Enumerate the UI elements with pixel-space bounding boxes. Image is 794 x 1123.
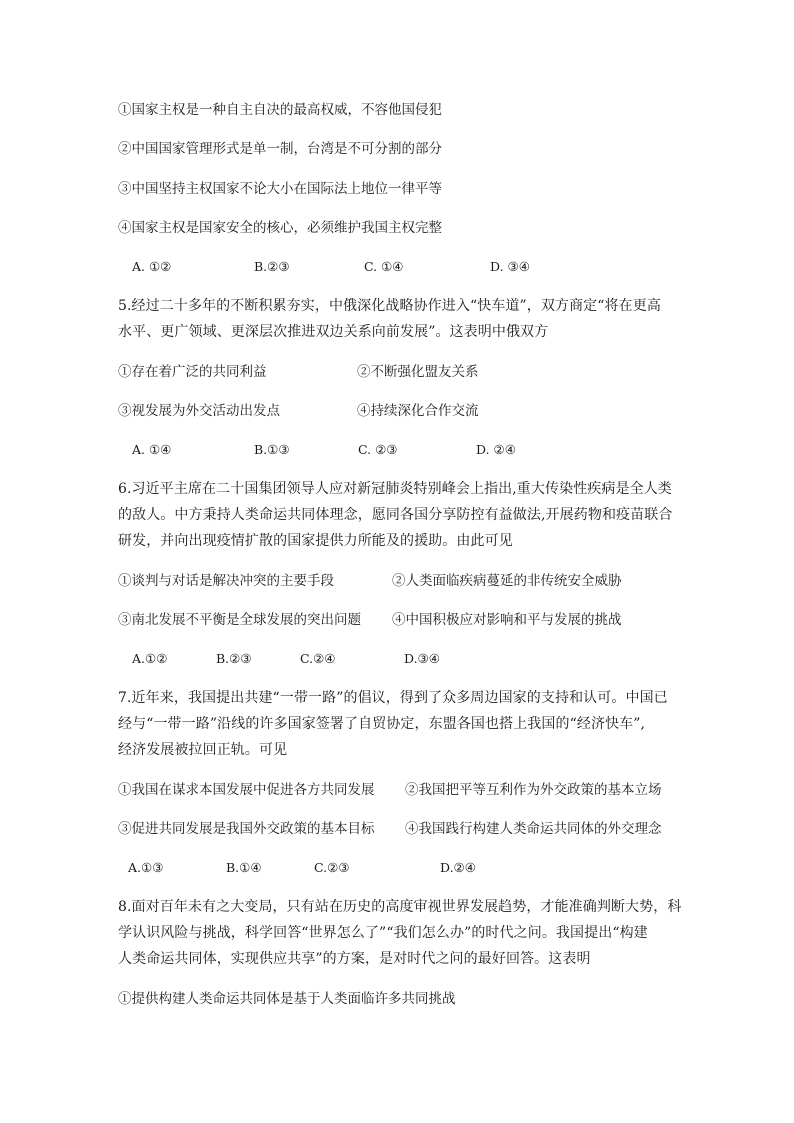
q8-stem-line-2: 学认识风险与挑战，科学回答“世界怎么了”“我们怎么办”的时代之问。我国提出“构建 <box>118 925 648 941</box>
q4-answer-a: A. ①② <box>132 259 172 274</box>
q7-answer-d: D.②④ <box>440 860 476 875</box>
q6-stem-line-1: 6.习近平主席在二十国集团领导人应对新冠肺炎特别峰会上指出,重大传染性疾病是全人类 <box>118 481 672 497</box>
q8-stem-line-3: 人类命运共同体，实现供应共享”的方案，是对时代之问的最好回答。这表明 <box>118 951 591 967</box>
q5-stem-line-2: 水平、更广领域、更深层次推进双边关系向前发展”。这表明中俄双方 <box>118 324 549 340</box>
q7-stem-line-1: 7.近年来，我国提出共建“一带一路”的倡议，得到了众多周边国家的支持和认可。中国已 <box>118 690 668 706</box>
q4-answer-c: C. ①④ <box>364 259 404 274</box>
q7-option-3: ③促进共同发展是我国外交政策的基本目标 <box>118 821 375 837</box>
q6-answer-b: B.②③ <box>216 651 252 666</box>
q5-stem-line-1: 5.经过二十多年的不断积累夯实，中俄深化战略协作进入“快车道”，双方商定“将在更高 <box>118 298 661 314</box>
q6-option-3: ③南北发展不平衡是全球发展的突出问题 <box>118 612 361 628</box>
q6-answer-d: D.③④ <box>404 651 440 666</box>
q8-option-1: ①提供构建人类命运共同体是基于人类面临许多共同挑战 <box>118 991 456 1007</box>
q6-answer-a: A.①② <box>132 651 168 666</box>
q4-answer-d: D. ③④ <box>490 259 530 274</box>
q7-option-4: ④我国践行构建人类命运共同体的外交理念 <box>405 821 662 837</box>
q7-stem-line-2: 经与“一带一路”沿线的许多国家签署了自贸协定，东盟各国也搭上我国的“经济快车”, <box>118 716 646 732</box>
q5-option-4: ④持续深化合作交流 <box>357 403 479 419</box>
q5-answer-b: B.①③ <box>254 442 290 457</box>
q5-option-3: ③视发展为外交活动出发点 <box>118 403 280 419</box>
q4-option-2: ②中国国家管理形式是单一制，台湾是不可分割的部分 <box>118 141 442 157</box>
q6-answer-c: C.②④ <box>300 651 336 666</box>
q7-option-1: ①我国在谋求本国发展中促进各方共同发展 <box>118 782 375 798</box>
q5-option-2: ②不断强化盟友关系 <box>357 364 479 380</box>
q6-stem-line-2: 的敌人。中方秉持人类命运共同体理念，愿同各国分享防控有益做法,开展药物和疫苗联合 <box>118 507 673 523</box>
q7-option-2: ②我国把平等互利作为外交政策的基本立场 <box>405 782 662 798</box>
q4-option-1: ①国家主权是一种自主自决的最高权威，不容他国侵犯 <box>118 102 442 118</box>
q4-answer-b: B.②③ <box>254 259 290 274</box>
q6-option-4: ④中国积极应对影响和平与发展的挑战 <box>392 612 622 628</box>
q8-stem-line-1: 8.面对百年未有之大变局，只有站在历史的高度审视世界发展趋势，才能准确判断大势，科 <box>118 899 682 915</box>
q6-option-1: ①谈判与对话是解决冲突的主要手段 <box>118 573 334 589</box>
q5-option-1: ①存在着广泛的共同利益 <box>118 364 267 380</box>
q5-answer-a: A. ①④ <box>132 442 172 457</box>
q6-stem-line-3: 研发，并向出现疫情扩散的国家提供力所能及的援助。由此可见 <box>118 533 513 549</box>
q4-option-4: ④国家主权是国家安全的核心，必须维护我国主权完整 <box>118 220 442 236</box>
q5-answer-d: D. ②④ <box>476 442 516 457</box>
q4-option-3: ③中国坚持主权国家不论大小在国际法上地位一律平等 <box>118 181 442 197</box>
q7-answer-c: C.②③ <box>314 860 350 875</box>
q7-stem-line-3: 经济发展被拉回正轨。可见 <box>118 742 288 758</box>
q7-answer-a: A.①③ <box>128 860 164 875</box>
q7-answer-b: B.①④ <box>226 860 262 875</box>
q6-option-2: ②人类面临疾病蔓延的非传统安全威胁 <box>392 573 622 589</box>
q5-answer-c: C. ②③ <box>358 442 398 457</box>
